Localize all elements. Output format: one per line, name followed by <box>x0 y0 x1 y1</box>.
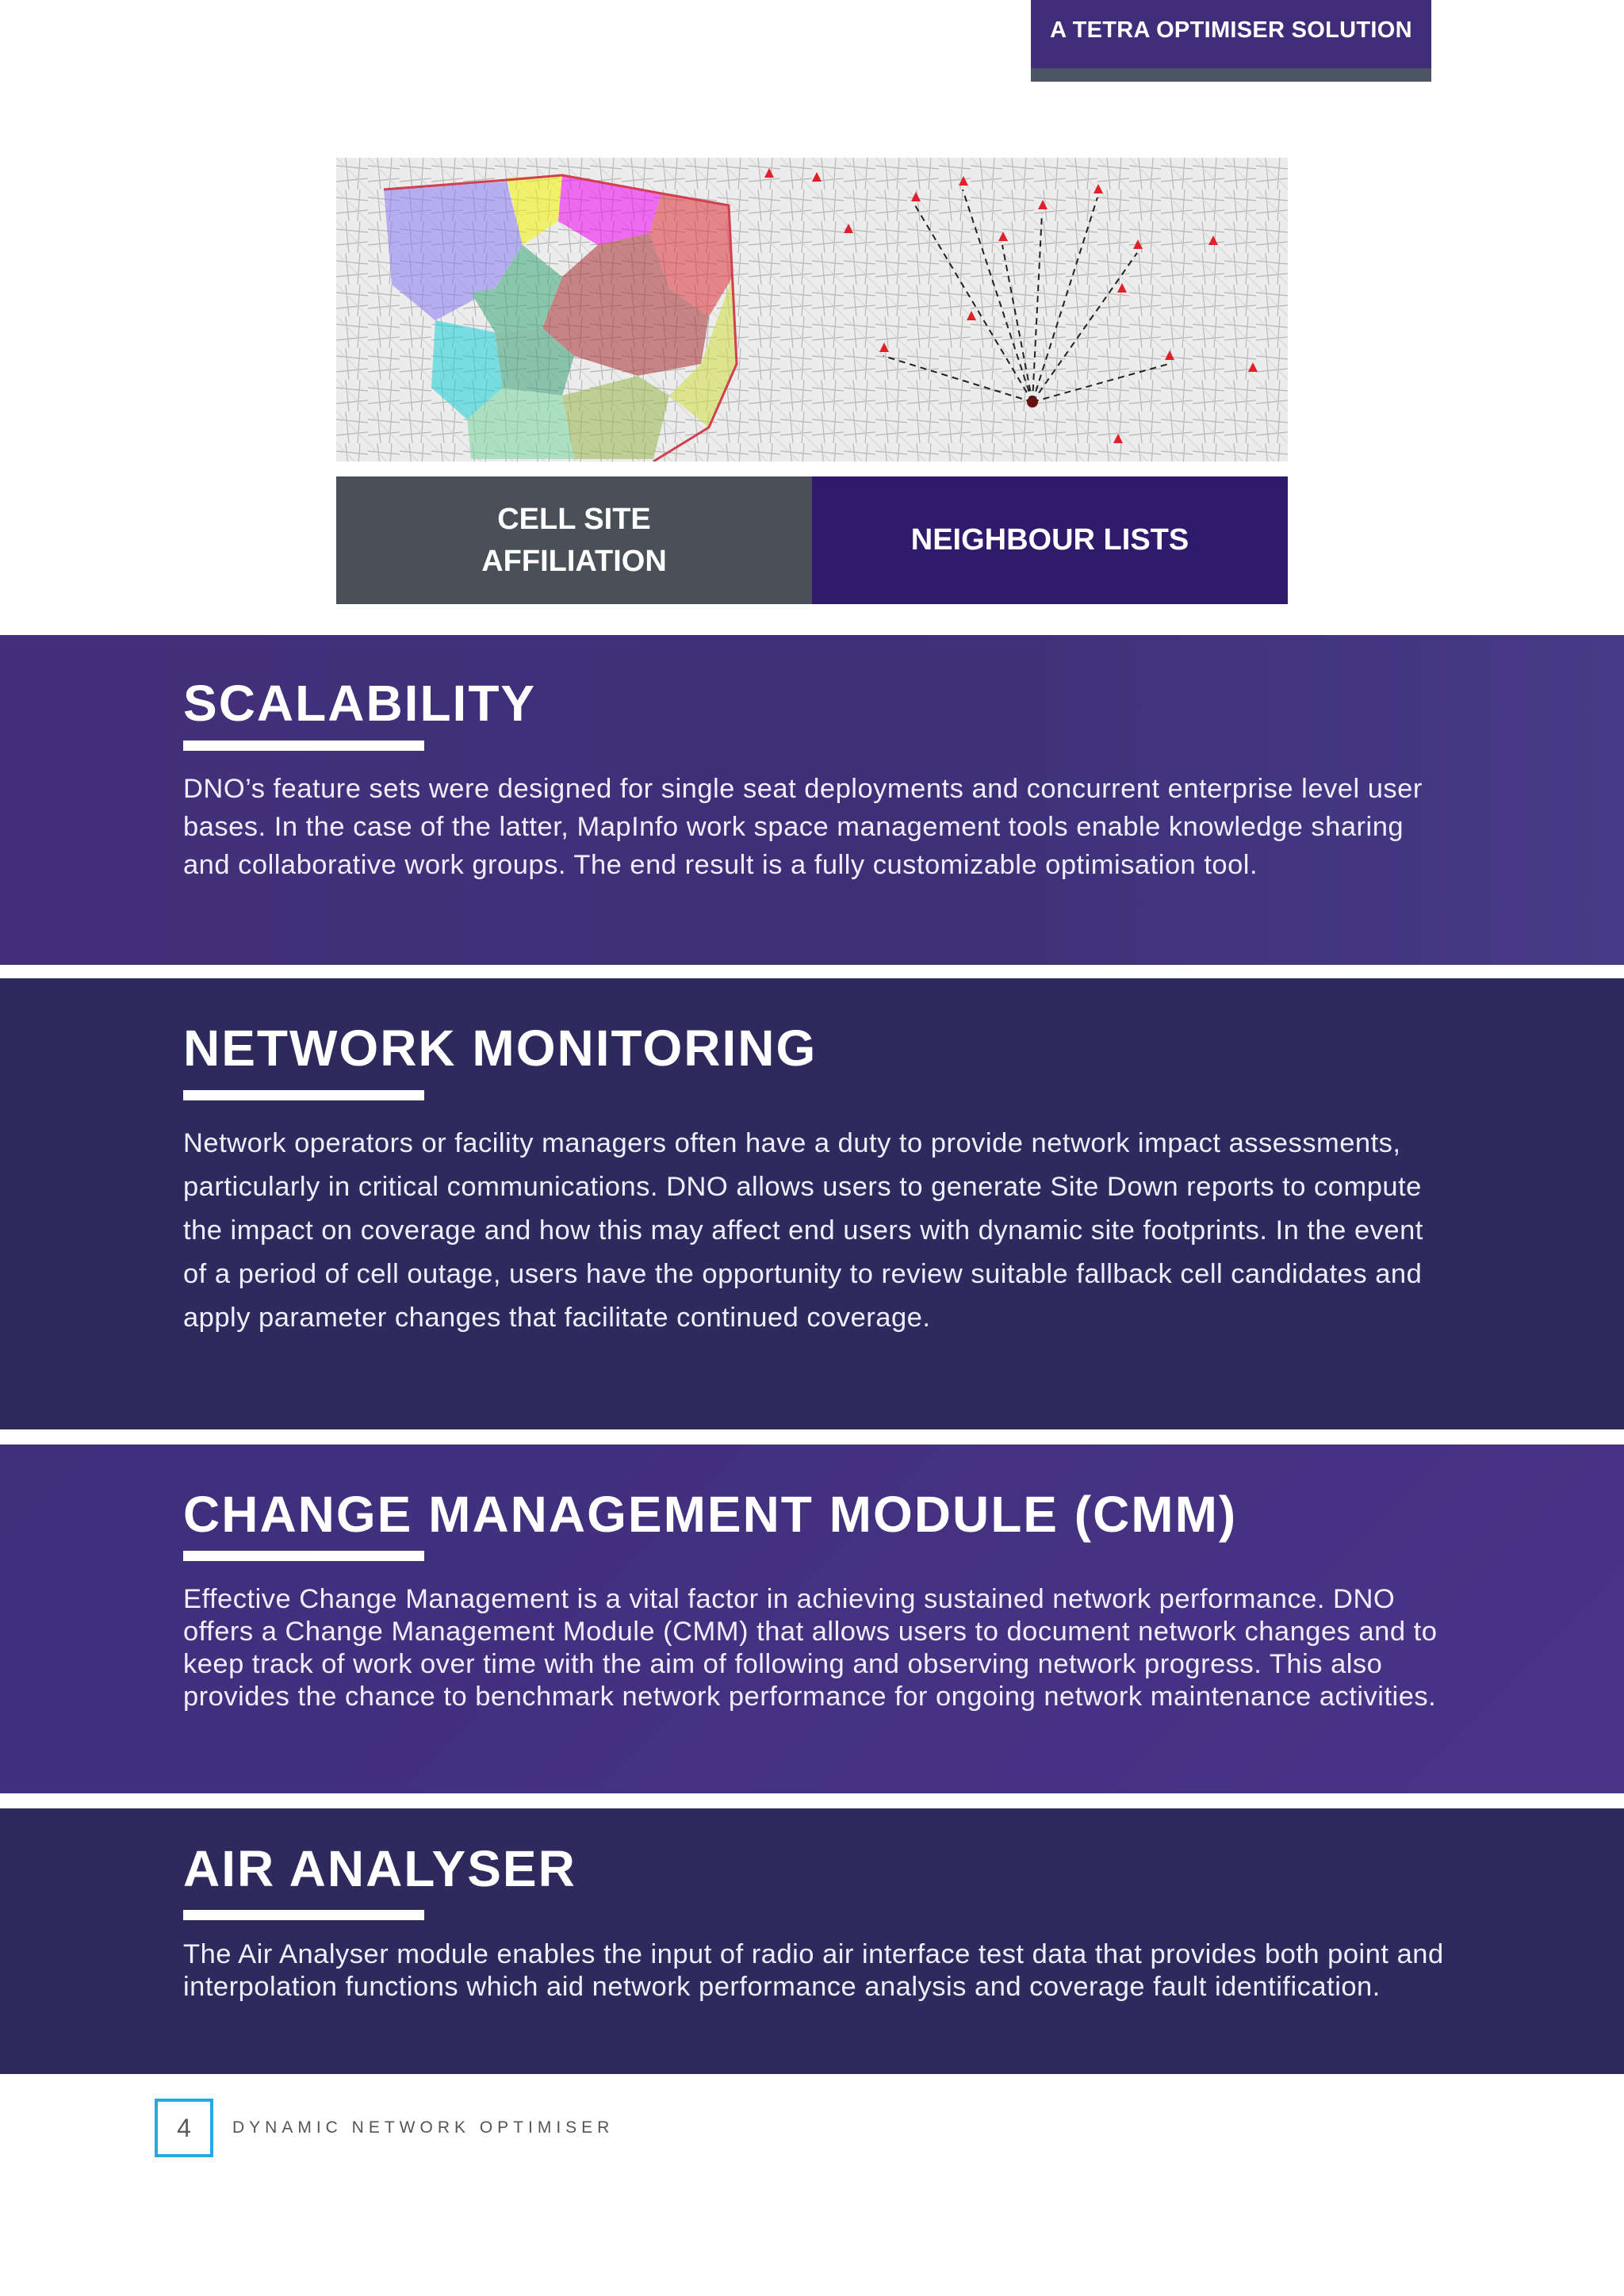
affiliation-label: AFFILIATION <box>481 544 667 578</box>
section-title: AIR ANALYSER <box>183 1840 576 1897</box>
cell-site-affiliation-button[interactable] <box>336 476 812 604</box>
coverage-map-figure <box>336 158 1288 461</box>
page-number: 4 <box>155 2099 213 2157</box>
section-body: Network operators or facility managers often have a duty to provide network impact assessments, particularly in critical communications. DNO allows users to generate Site Down reports to compute the impact on coverage and how this may affect end users with dynamic site footprints. In the event of a period of cell outage, users have the opportunity to review suitable fallback cell candidates and apply parameter changes that facilitate continued coverage. <box>183 1128 1423 1333</box>
footer-title: DYNAMIC NETWORK OPTIMISER <box>232 2118 615 2137</box>
section-underline <box>183 1551 424 1561</box>
section-underline <box>183 740 424 751</box>
section-title: SCALABILITY <box>183 675 537 732</box>
section-title: NETWORK MONITORING <box>183 1020 818 1077</box>
cell-site-label: CELL SITE <box>497 502 651 536</box>
section-body: The Air Analyser module enables the input of radio air interface test data that provides both point and interpolation functions which aid network performance analysis and coverage fault identification. <box>183 1939 1444 2002</box>
map-illustration <box>336 158 1288 461</box>
solution-tag-underbar <box>1031 68 1431 82</box>
section-body: Effective Change Management is a vital factor in achieving sustained network performance. DNO offers a Change Management Module (CMM) that allows users to document network changes and to keep track of work over time with the aim of following and observing network progress. This also provides the chance to benchmark network performance for ongoing network maintenance activities. <box>183 1584 1438 1712</box>
section-air-analyser <box>0 1808 1624 2074</box>
neighbour-lists-label: NEIGHBOUR LISTS <box>910 523 1189 557</box>
solution-tag <box>1031 0 1431 82</box>
solution-tag-text: A TETRA OPTIMISER SOLUTION <box>1050 17 1412 43</box>
section-underline <box>183 1910 424 1920</box>
section-network-monitoring <box>0 978 1624 1429</box>
section-underline <box>183 1090 424 1100</box>
section-title: CHANGE MANAGEMENT MODULE (CMM) <box>183 1486 1238 1543</box>
section-change-management <box>0 1445 1624 1793</box>
neighbour-lists-button[interactable] <box>812 476 1288 604</box>
section-scalability <box>0 635 1624 965</box>
section-body: DNO’s feature sets were designed for single seat deployments and concurrent enterprise level user bases. In the case of the latter, MapInfo work space management tools enable knowledge sharing and collaborative work groups. The end result is a fully customizable optimisation tool. <box>183 774 1423 880</box>
